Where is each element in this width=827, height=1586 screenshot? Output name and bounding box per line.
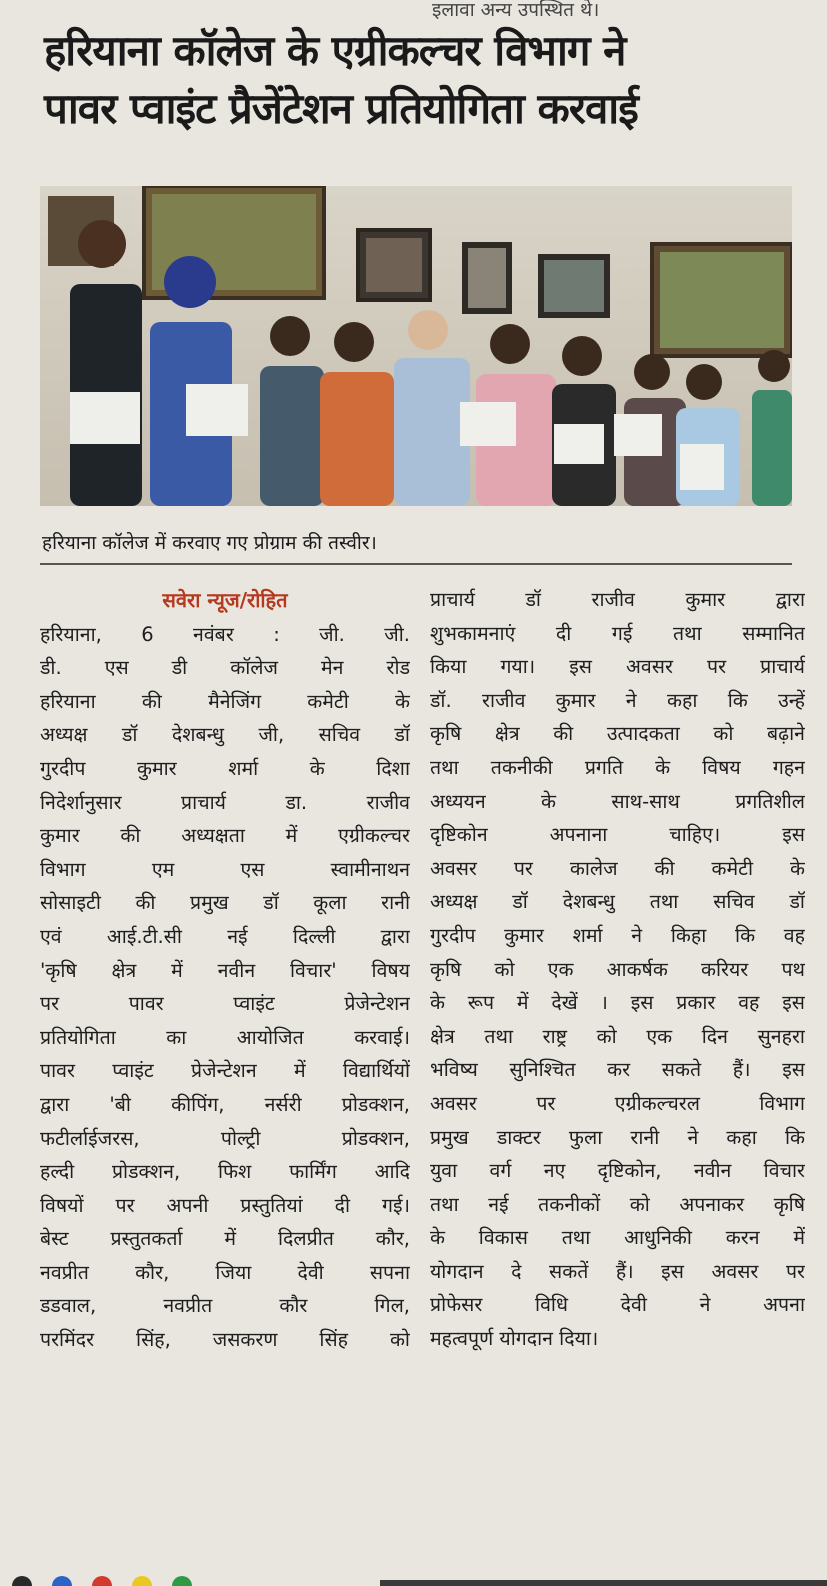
previous-article-text: इलावा अन्य उपस्थित थे। [432,0,600,21]
body-line: अध्यक्ष डॉ देशबन्धु जी, सचिव डॉ [40,723,410,747]
body-line: अवसर पर एग्रीकल्चरल विभाग [430,1091,805,1115]
body-line: गुरदीप कुमार शर्मा के दिशा [40,756,410,780]
body-line: अध्ययन के साथ-साथ प्रगतिशील [430,789,805,813]
group-photo [40,186,792,506]
byline: सवेरा न्यूज/रोहित [162,588,288,612]
headline-line-2: पावर प्वाइंट प्रैजेंटेशन प्रतियोगिता करवाई [44,84,638,133]
body-line: डी. एस डी कॉलेज मेन रोड [40,656,410,680]
body-line: क्षेत्र तथा राष्ट्र को एक दिन सुनहरा [430,1024,805,1048]
body-line: निदेर्शानुसार प्राचार्य डा. राजीव [40,790,410,814]
body-line: पर पावर प्वाइंट प्रेजेन्टेशन [40,992,410,1016]
body-line: प्रतियोगिता का आयोजित करवाई। [40,1025,410,1049]
body-line: के विकास तथा आधुनिकी करन में [430,1226,805,1250]
body-line: डॉ. राजीव कुमार ने कहा कि उन्हें [430,688,805,712]
body-line: कृषि क्षेत्र की उत्पादकता को बढ़ाने [430,722,805,746]
caption-divider [40,563,792,565]
body-line: द्वारा 'बी कीपिंग, नर्सरी प्रोडक्शन, [40,1092,410,1116]
headline-line-1: हरियाना कॉलेज के एग्रीकल्चर विभाग ने [44,26,626,75]
body-line: हल्दी प्रोडक्शन, फिश फार्मिंग आदि [40,1160,410,1184]
body-line: हरियाना की मैनेजिंग कमेटी के [40,689,410,713]
body-line: तथा नई तकनीकों को अपनाकर कृषि [430,1192,805,1216]
body-line: गुरदीप कुमार शर्मा ने किहा कि वह [430,923,805,947]
body-line: दृष्टिकोन अपनाना चाहिए। इस [430,823,805,847]
headline [44,22,804,138]
body-line: महत्वपूर्ण योगदान दिया। [430,1327,599,1351]
body-line: विभाग एम एस स्वामीनाथन [40,857,410,881]
body-line: शुभकामनाएं दी गई तथा सम्मानित [430,621,805,645]
body-line: नवप्रीत कौर, जिया देवी सपना [40,1260,410,1284]
body-line: डडवाल, नवप्रीत कौर गिल, [40,1294,410,1318]
body-line: सोसाइटी की प्रमुख डॉ कूला रानी [40,891,410,915]
body-line: एवं आई.टी.सी नई दिल्ली द्वारा [40,924,410,948]
article-right-column [430,583,805,1356]
body-line: युवा वर्ग नए दृष्टिकोन, नवीन विचार [430,1159,805,1183]
body-line: पावर प्वाइंट प्रेजेन्टेशन में विद्यार्थियों [40,1059,410,1083]
body-line: अवसर पर कालेज की कमेटी के [430,856,805,880]
body-line: भविष्य सुनिश्चित कर सकते हैं। इस [430,1058,805,1082]
body-line: 'कृषि क्षेत्र में नवीन विचार' विषय [40,958,410,982]
body-line: प्रोफेसर विधि देवी ने अपना [430,1293,805,1317]
body-line: फटीर्लाईजरस, पोल्ट्री प्रोडक्शन, [40,1126,410,1150]
body-line: तथा तकनीकी प्रगति के विषय गहन [430,755,805,779]
body-line: प्राचार्य डॉ राजीव कुमार द्वारा [430,588,805,611]
photo-caption: हरियाना कॉलेज में करवाए गए प्रोग्राम की तस्वीर। [42,532,377,554]
body-line: योगदान दे सकतें हैं। इस अवसर पर [430,1259,805,1283]
body-line: बेस्ट प्रस्तुतकर्ता में दिलप्रीत कौर, [40,1227,410,1251]
body-line: किया गया। इस अवसर पर प्राचार्य [430,655,805,679]
body-line: विषयों पर अपनी प्रस्तुतियां दी गई। [40,1193,410,1217]
body-line: कुमार की अध्यक्षता में एग्रीकल्चर [40,824,410,848]
body-line: के रूप में देखें । इस प्रकार वह इस [430,991,805,1015]
group-photo-image [40,186,792,506]
article-left-column [40,584,410,1357]
body-line: हरियाना, 6 नवंबर : जी. जी. [40,622,410,646]
body-line: अध्यक्ष डॉ देशबन्धु तथा सचिव डॉ [430,890,805,914]
body-line: परमिंदर सिंह, जसकरण सिंह को [40,1328,410,1352]
body-line: कृषि को एक आकर्षक करियर पथ [430,957,805,981]
body-line: प्रमुख डाक्टर फुला रानी ने कहा कि [430,1125,805,1149]
bottom-color-bar [0,1570,827,1586]
